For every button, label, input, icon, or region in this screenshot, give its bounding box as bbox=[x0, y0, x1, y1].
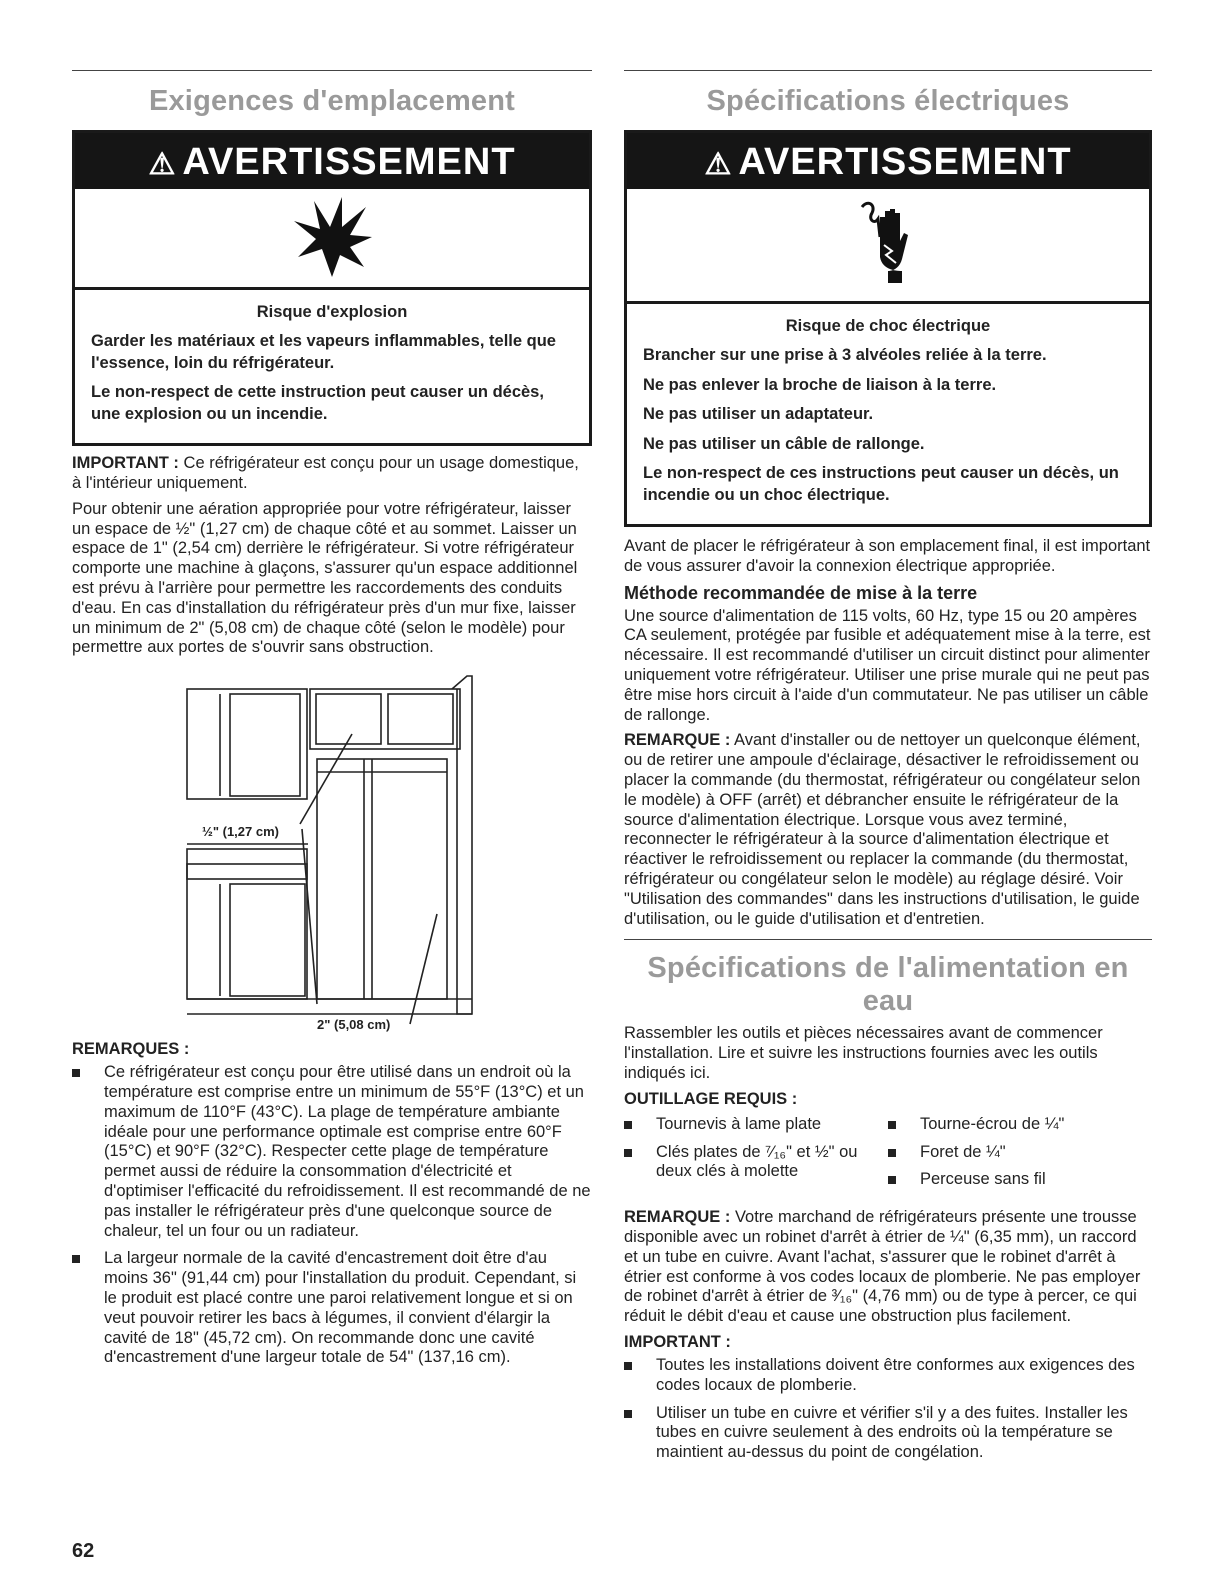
list-item: Utiliser un tube en cuivre et vérifier s'il y a des fuites. Installer les tubes en cuivre seulement à des endroits où la température se maintient au-dessus du point de congélation. bbox=[624, 1404, 1152, 1463]
section-rule bbox=[624, 70, 1152, 71]
tools-column-2 bbox=[888, 1115, 1152, 1198]
warning-triangle-icon: ⚠ bbox=[704, 148, 733, 181]
warning-line: Ne pas utiliser un adaptateur. bbox=[643, 405, 874, 424]
remarque-label: REMARQUE : bbox=[624, 731, 731, 750]
important-list bbox=[624, 1356, 1152, 1463]
remarque2-label: REMARQUE : bbox=[624, 1208, 731, 1227]
warning-line: Brancher sur une prise à 3 alvéoles reliée à la terre. bbox=[643, 346, 1047, 365]
list-item: La largeur normale de la cavité d'encastrement doit être d'au moins 36" (91,44 cm) pour l'installation du produit. Cependant, si le produit est placé contre une paroi relativement longue et si on veut pouvoir retirer les bacs à légumes, il convient d'élargir la cavité de 18" (45,72 cm). On recommande donc une cavité d'encastrement d'une largeur totale de 54" (137,16 cm). bbox=[72, 1249, 592, 1368]
left-column bbox=[72, 70, 592, 1376]
explosion-icon-area bbox=[75, 189, 589, 290]
warning-line: Ne pas enlever la broche de liaison à la terre. bbox=[643, 375, 997, 394]
shock-icon-area bbox=[627, 189, 1149, 304]
list-item: Tournevis à lame plate bbox=[624, 1115, 888, 1135]
list-item: Toutes les installations doivent être conformes aux exigences des codes locaux de plomberie. bbox=[624, 1356, 1152, 1396]
grounding-method-text: Une source d'alimentation de 115 volts, 60 Hz, type 15 ou 20 ampères CA seulement, protégée par fusible et adéquatement mise à la terre, est nécessaire. Il est recommandé d'utiliser un circuit distinct pour alimenter uniquement votre réfrigérateur. Utiliser une prise murale qui ne peut pas être mise hors circuit à l'aide d'un commutateur. Ne pas utiliser un câble de rallonge. bbox=[624, 606, 1151, 724]
warning-banner-text: AVERTISSEMENT bbox=[182, 141, 516, 183]
warning-line: Le non-respect de cette instruction peut causer un décès, une explosion ou un incendie. bbox=[91, 383, 544, 423]
warning-title: Risque de choc électrique bbox=[785, 317, 991, 335]
right-column bbox=[624, 70, 1152, 1471]
section-heading-water: Spécifications de l'alimentation en eau bbox=[647, 952, 1129, 1018]
label-two-inch: 2" (5,08 cm) bbox=[317, 1017, 391, 1033]
warning-triangle-icon: ⚠ bbox=[148, 148, 177, 181]
tools-column-1 bbox=[624, 1115, 888, 1198]
water-intro: Rassembler les outils et pièces nécessaires avant de commencer l'installation. Lire et suivre les instructions fournies avec les outils indiqués ici. bbox=[624, 1024, 1103, 1082]
warning-title: Risque d'explosion bbox=[256, 303, 408, 321]
aeration-paragraph: Pour obtenir une aération appropriée pour votre réfrigérateur, laisser un espace de ½" (1,27 cm) de chaque côté et au sommet. Laisser un espace de 1" (2,54 cm) derrière le réfrigérateur. Si votre réfrigérateur comporte une machine à glaçons, s'assurer qu'un espace additionnel est prévu à l'arrière pour permettre les raccordements des conduits d'eau. En cas d'installation du réfrigérateur près d'un mur fixe, laisser un minimum de 2" (5,08 cm) de chaque côté (selon le modèle) pour permettre aux portes de s'ouvrir sans obstruction. bbox=[72, 499, 578, 657]
remarque2-paragraph bbox=[624, 1208, 1152, 1327]
list-item: Perceuse sans fil bbox=[888, 1170, 1152, 1190]
list-item: Foret de ¼" bbox=[888, 1143, 1152, 1163]
tools-list bbox=[624, 1115, 1152, 1198]
grounding-method-heading: Méthode recommandée de mise à la terre bbox=[624, 582, 978, 603]
clearance-diagram bbox=[72, 664, 592, 1034]
explosion-warning-box bbox=[72, 130, 592, 446]
section-rule bbox=[624, 939, 1152, 940]
warning-body bbox=[75, 290, 589, 443]
important-label: IMPORTANT : bbox=[72, 454, 179, 473]
page-number: 62 bbox=[72, 1540, 95, 1562]
warning-line: Garder les matériaux et les vapeurs inflammables, telle que l'essence, loin du réfrigérateur. bbox=[91, 332, 556, 372]
electric-shock-icon bbox=[858, 197, 918, 287]
remarques-label: REMARQUES : bbox=[72, 1040, 190, 1059]
electric-warning-box bbox=[624, 130, 1152, 527]
list-item: Tourne-écrou de ¼" bbox=[888, 1115, 1152, 1135]
warning-banner-text: AVERTISSEMENT bbox=[738, 141, 1072, 183]
important-text: Ce réfrigérateur est conçu pour un usage domestique, à l'intérieur uniquement. bbox=[72, 454, 579, 492]
remarque2-text: Votre marchand de réfrigérateurs présente une trousse disponible avec un robinet d'arrêt à étrier de ¼" (6,35 mm), un raccord et un tube en cuivre. Avant l'achat, s'assurer que le robinet d'arrêt à étrier est conforme à vos codes locaux de plomberie. Ne pas employer de robinet d'arrêt à étrier de ³⁄₁₆" (4,76 mm) ou de type à percer, ce qui réduit le débit d'eau et cause une obstruction plus facilement. bbox=[624, 1208, 1141, 1326]
important-paragraph bbox=[72, 454, 592, 494]
list-item: Clés plates de ⁷⁄₁₆" et ½" ou deux clés à molette bbox=[624, 1143, 888, 1183]
electrical-intro: Avant de placer le réfrigérateur à son emplacement final, il est important de vous assurer d'avoir la connexion électrique appropriée. bbox=[624, 537, 1151, 575]
list-item: Ce réfrigérateur est conçu pour être utilisé dans un endroit où la température est comprise entre un minimum de 55°F (13°C) et un maximum de 110°F (43°C). La plage de température ambiante idéale pour une performance optimale est comprise entre 60°F (15°C) et 90°F (32°C). Respecter cette plage de température permet aussi de réduire la consommation d'électricité et d'optimiser l'efficacité du refroidissement. Il est recommandé de ne pas installer le réfrigérateur près d'une quelconque source de chaleur, tel un four ou un radiateur. bbox=[72, 1063, 592, 1241]
label-half-inch: ½" (1,27 cm) bbox=[202, 824, 279, 840]
remarque-text: Avant d'installer ou de nettoyer un quelconque élément, ou de retirer une ampoule d'éclairage, désactiver le refroidissement ou placer la commande (du thermostat, réfrigérateur ou congélateur selon le modèle) à OFF (arrêt) et débrancher ensuite le réfrigérateur de la source d'alimentation électrique. Lorsque vous avez terminé, reconnecter le réfrigérateur à la source d'alimentation électrique et réactiver le refroidissement ou replacer la commande (du thermostat, réfrigérateur ou congélateur selon le modèle) au réglage désiré. Voir "Utilisation des commandes" dans les instructions d'utilisation, le guide d'utilisation, ou le guide d'utilisation et d'entretien. bbox=[624, 731, 1141, 928]
important-label-2: IMPORTANT : bbox=[624, 1332, 731, 1351]
refrigerator-clearance-illustration bbox=[72, 664, 592, 1034]
tools-label: OUTILLAGE REQUIS : bbox=[624, 1089, 798, 1108]
section-rule bbox=[72, 70, 592, 71]
section-heading-location: Exigences d'emplacement bbox=[148, 85, 516, 117]
warning-body bbox=[627, 304, 1149, 524]
remarques-list bbox=[72, 1063, 592, 1368]
warning-banner bbox=[75, 133, 589, 189]
section-heading-electrical: Spécifications électriques bbox=[706, 85, 1070, 117]
warning-line: Ne pas utiliser un câble de rallonge. bbox=[643, 434, 925, 453]
warning-banner bbox=[627, 133, 1149, 189]
remarque-paragraph bbox=[624, 731, 1152, 929]
explosion-icon bbox=[292, 197, 372, 279]
warning-line: Le non-respect de ces instructions peut causer un décès, un incendie ou un choc électrique. bbox=[643, 464, 1119, 504]
